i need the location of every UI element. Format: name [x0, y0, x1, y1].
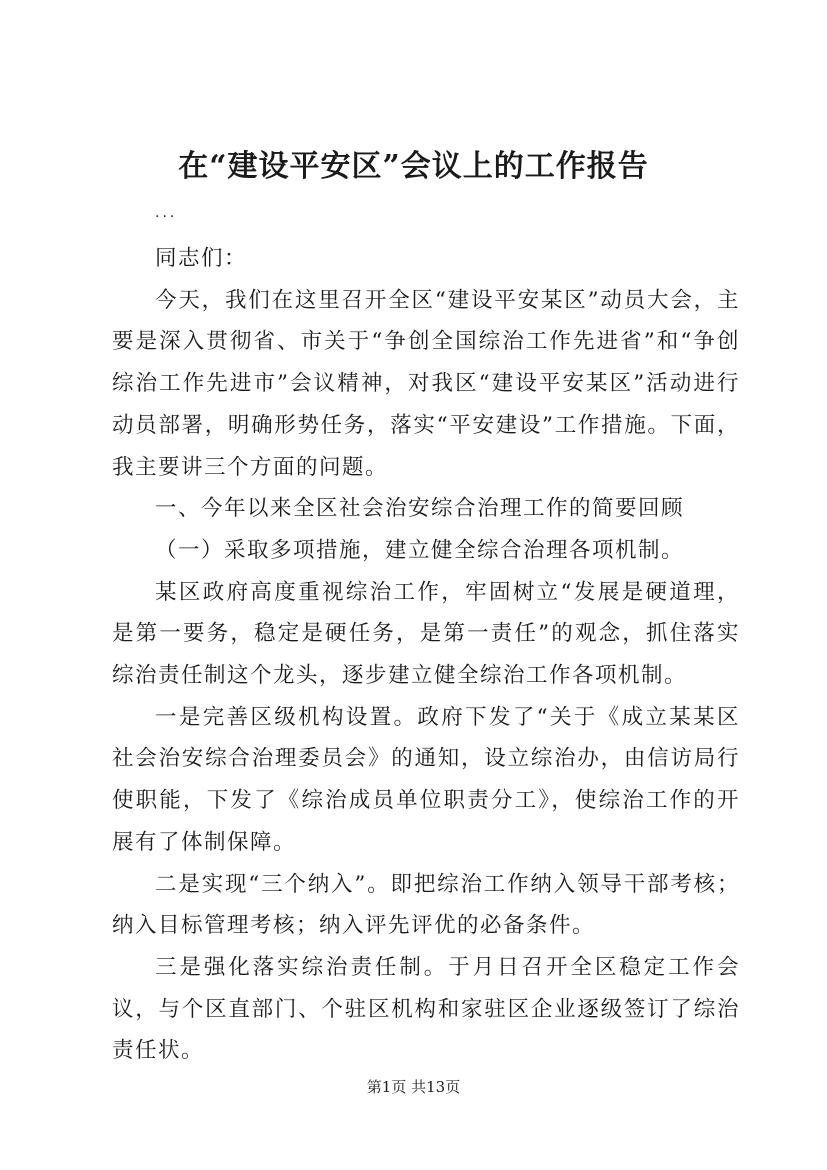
paragraph: 二是实现“三个纳入”。即把综治工作纳入领导干部考核；纳入目标管理考核；纳入评先评优的必备条件。	[112, 871, 740, 939]
paragraph: 三是强化落实综治责任制。于月日召开全区稳定工作会议，与个区直部门、个驻区机构和家驻区企业逐级签订了综治责任状。	[112, 954, 740, 1064]
paragraph: 今天，我们在这里召开全区“建设平安某区”动员大会，主要是深入贯彻省、市关于“争创全国综治工作先进省”和“争创综治工作先进市”会议精神，对我区“建设平安某区”活动进行动员部署，明确形势任务，落实“平安建设”工作措施。下面，我主要讲三个方面的问题。	[112, 287, 740, 480]
paragraph: 一是完善区级机构设置。政府下发了“关于《成立某某区社会治安综合治理委员会》的通知，设立综治办，由信访局行使职能，下发了《综治成员单位职责分工》，使综治工作的开展有了体制保障。	[112, 704, 740, 855]
ellipsis-marker: ...	[155, 205, 178, 221]
document-title: 在“建设平安区”会议上的工作报告	[178, 149, 649, 184]
page-number-footer: 第1页 共13页	[366, 1078, 461, 1096]
document-body	[112, 238, 740, 1072]
section-heading: 一、今年以来全区社会治安综合治理工作的简要回顾	[155, 496, 685, 522]
paragraph: 某区政府高度重视综治工作，牢固树立“发展是硬道理，是第一要务，稳定是硬任务，是第一责任”的观念，抓住落实综治责任制这个龙头，逐步建立健全综治工作各项机制。	[112, 579, 740, 689]
salutation: 同志们：	[155, 246, 248, 271]
subsection-heading: （一）采取多项措施，建立健全综合治理各项机制。	[155, 537, 685, 563]
